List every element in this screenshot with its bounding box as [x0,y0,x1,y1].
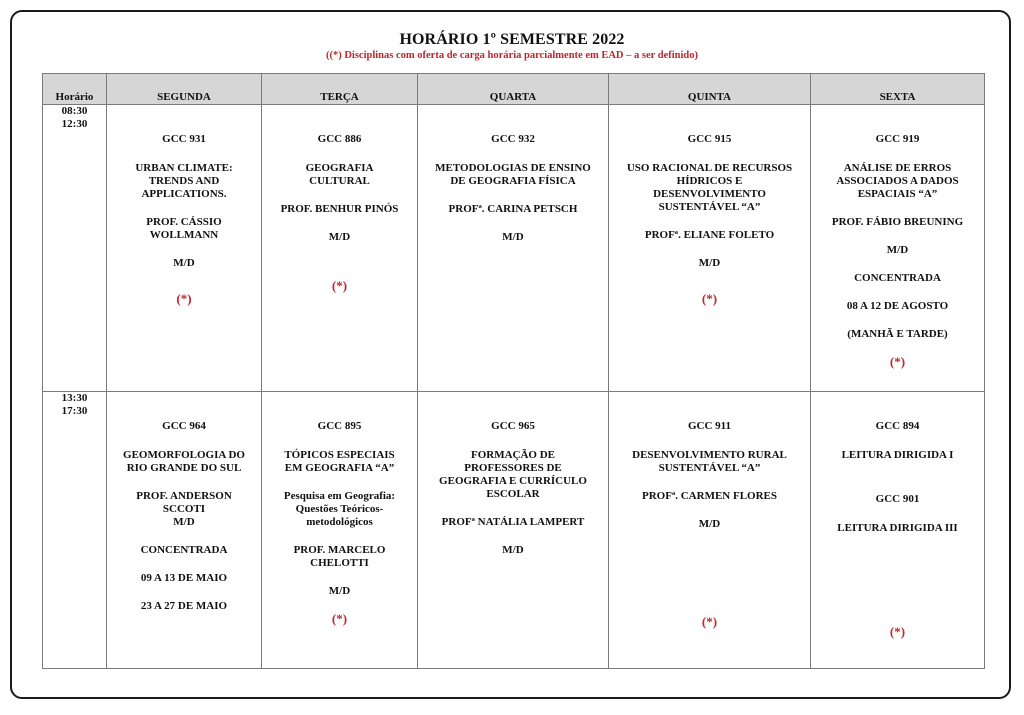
professor-name: SCCOTI [162,503,206,515]
course-title-line: EM GEOGRAFIA “A” [284,462,395,474]
table-row-afternoon [43,392,985,669]
ead-marker: (*) [701,614,718,629]
professor-name: WOLLMANN [149,229,219,241]
course-title-line: DE GEOGRAFIA FÍSICA [450,175,576,187]
course-title-line: SUSTENTÁVEL “A” [658,201,761,213]
ead-marker: (*) [889,624,906,639]
course-code: GCC 965 [491,420,535,432]
column-header-horario: Horário [43,74,107,105]
professor-name: PROFª. ELIANE FOLETO [644,229,775,241]
schedule-note: CONCENTRADA [140,544,228,556]
course-title-line: ANÁLISE DE ERROS [843,162,952,174]
class-cell-thursday-morning [609,105,811,392]
course-title-line: DESENVOLVIMENTO [653,188,766,200]
ead-marker: (*) [331,278,348,293]
class-cell-monday-afternoon [107,392,262,669]
course-title-line: GEOMORFOLOGIA DO [123,449,245,461]
course-title-line: RIO GRANDE DO SUL [126,462,242,474]
course-note: Pesquisa em Geografia: [283,490,396,502]
time-end: 17:30 [61,405,88,417]
time-end: 12:30 [61,118,88,130]
modality-label: M/D [328,585,351,597]
column-header-terca: TERÇA [262,74,418,105]
course-code: GCC 895 [317,420,362,432]
page-subtitle: ((*) Disciplinas com oferta de carga horária parcialmente em EAD – a ser definido) [325,50,698,61]
course-code: GCC 919 [875,133,920,145]
course-code: GCC 911 [687,420,732,432]
schedule-note: 09 A 13 DE MAIO [140,572,228,584]
class-cell-wednesday-afternoon [418,392,609,669]
class-cell-friday-morning [811,105,985,392]
course-title-line: USO RACIONAL DE RECURSOS [626,162,793,174]
course-code: GCC 931 [162,133,206,145]
ead-marker: (*) [331,611,348,626]
ead-marker: (*) [889,354,906,369]
course-title-line: LEITURA DIRIGIDA III [837,522,958,534]
class-cell-tuesday-morning [262,105,418,392]
course-title-line: GEOGRAFIA E CURRÍCULO [439,475,587,487]
course-title-line: TRENDS AND [148,175,220,187]
course-title-line: APPLICATIONS. [141,188,227,200]
course-title-line: ESCOLAR [486,488,540,500]
table-header-row [43,74,985,105]
modality-label: M/D [698,518,721,530]
course-title-line: PROFESSORES DE [464,462,562,474]
professor-name: PROF. CÁSSIO [146,216,222,228]
course-code: GCC 915 [687,133,732,145]
page-title: HORÁRIO 1º SEMESTRE 2022 [399,31,625,48]
class-cell-tuesday-afternoon [262,392,418,669]
time-cell-afternoon [43,392,107,669]
course-note: Questões Teóricos- [295,503,384,515]
ead-marker: (*) [701,291,718,306]
course-note: metodológicos [306,516,373,528]
time-start: 13:30 [61,392,88,404]
professor-name: PROFª. CARMEN FLORES [642,490,777,502]
schedule-table [42,73,985,669]
course-title-line: DESENVOLVIMENTO RURAL [632,449,787,461]
course-code: GCC 932 [491,133,535,145]
course-title-line: METODOLOGIAS DE ENSINO [435,162,591,174]
course-title-line: LEITURA DIRIGIDA I [841,449,954,461]
class-cell-friday-afternoon [811,392,985,669]
modality-label: M/D [173,516,195,528]
professor-name: PROF. BENHUR PINÓS [280,203,399,215]
modality-label: M/D [886,244,909,256]
course-title-line: TÓPICOS ESPECIAIS [284,449,395,461]
class-cell-thursday-afternoon [609,392,811,669]
column-header-quarta: QUARTA [418,74,609,105]
modality-label: M/D [328,231,351,243]
course-code: GCC 886 [317,133,362,145]
class-cell-wednesday-morning [418,105,609,392]
course-title-line: SUSTENTÁVEL “A” [658,462,761,474]
modality-label: M/D [173,257,195,269]
professor-name: PROF. FÁBIO BREUNING [831,216,964,228]
class-cell-monday-morning [107,105,262,392]
course-title-line: FORMAÇÃO DE [470,449,556,461]
schedule-note: 08 A 12 DE AGOSTO [846,300,949,312]
modality-label: M/D [502,544,524,556]
course-title-line: HÍDRICOS E [676,175,743,187]
table-row-morning [43,105,985,392]
column-header-sexta: SEXTA [811,74,985,105]
course-code: GCC 964 [162,420,206,432]
course-title-line: CULTURAL [309,175,370,187]
course-title-line: GEOGRAFIA [305,162,374,174]
schedule-note: CONCENTRADA [854,272,941,284]
professor-name: CHELOTTI [310,557,369,569]
professor-name: PROFª NATÁLIA LAMPERT [441,516,585,528]
modality-label: M/D [502,231,524,243]
time-start: 08:30 [61,105,88,117]
course-code: GCC 901 [875,493,920,505]
course-title-line: ESPACIAIS “A” [857,188,938,200]
professor-name: PROFª. CARINA PETSCH [448,203,578,215]
time-cell-morning [43,105,107,392]
schedule-note: 23 A 27 DE MAIO [140,600,228,612]
modality-label: M/D [698,257,721,269]
schedule-note: (MANHÃ E TARDE) [847,328,948,340]
course-code: GCC 894 [875,420,920,432]
course-title-line: URBAN CLIMATE: [135,162,233,174]
ead-marker: (*) [176,291,192,306]
course-title-line: ASSOCIADOS A DADOS [836,175,959,187]
professor-name: PROF. MARCELO [293,544,386,556]
professor-name: PROF. ANDERSON [136,490,232,502]
column-header-segunda: SEGUNDA [107,74,262,105]
column-header-quinta: QUINTA [609,74,811,105]
